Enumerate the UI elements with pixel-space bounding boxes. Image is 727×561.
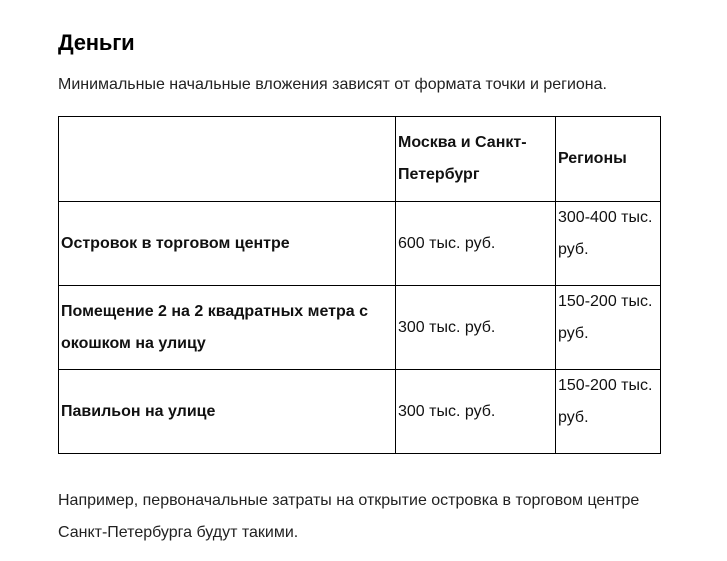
regions-cell: 150-200 тыс. руб.	[556, 286, 661, 370]
regions-cell: 300-400 тыс. руб.	[556, 202, 661, 286]
table-header-row	[59, 117, 661, 202]
moscow-spb-cell: 300 тыс. руб.	[396, 286, 556, 370]
format-cell: Островок в торговом центре	[59, 202, 396, 286]
header-cell-moscow-spb: Москва и Санкт-Петербург	[396, 117, 556, 202]
header-cell-regions: Регионы	[556, 117, 661, 202]
format-cell: Павильон на улице	[59, 370, 396, 454]
section-heading: Деньги	[58, 30, 135, 55]
table-row	[59, 370, 661, 454]
regions-cell: 150-200 тыс. руб.	[556, 370, 661, 454]
intro-paragraph: Минимальные начальные вложения зависят от формата точки и региона.	[58, 76, 607, 93]
outro-paragraph: Например, первоначальные затраты на открытие островка в торговом центре Санкт-Петербурга будут такими.	[58, 492, 640, 541]
format-cell: Помещение 2 на 2 квадратных метра с окошком на улицу	[59, 286, 396, 370]
table-row	[59, 202, 661, 286]
header-cell-format	[59, 117, 396, 202]
table-row	[59, 286, 661, 370]
moscow-spb-cell: 600 тыс. руб.	[396, 202, 556, 286]
investment-table	[58, 116, 661, 454]
moscow-spb-cell: 300 тыс. руб.	[396, 370, 556, 454]
